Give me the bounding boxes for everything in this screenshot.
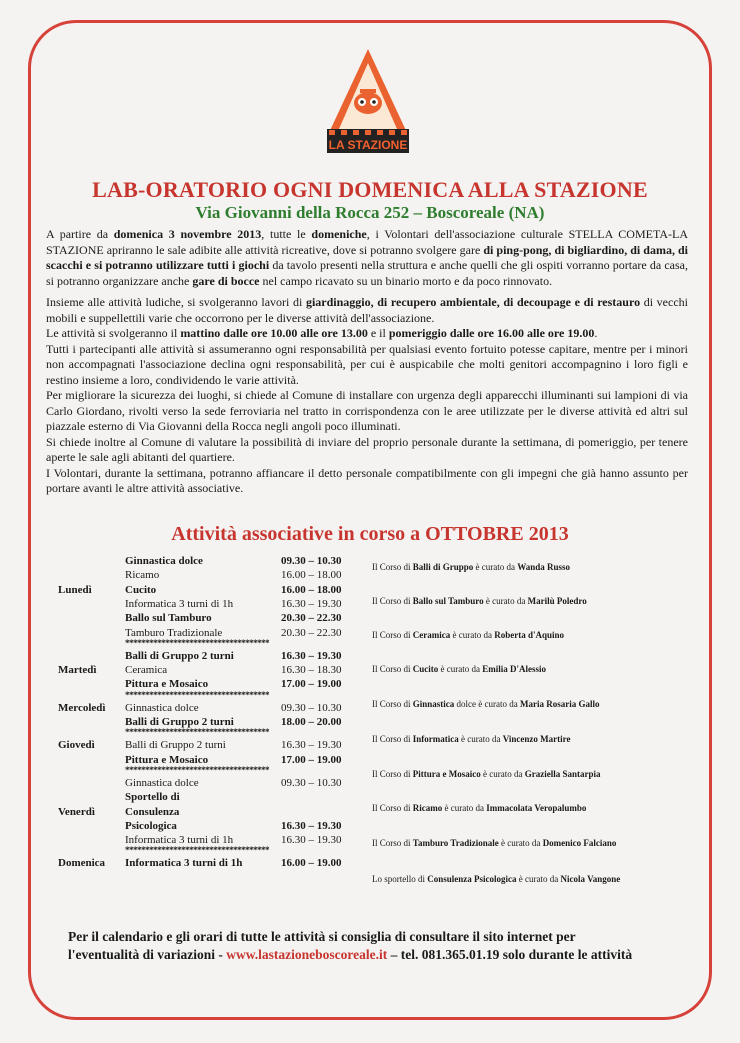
schedule-time: 16.30 – 19.30 [281,597,342,610]
intro-paragraph-4: Tutti i partecipanti alle attività si assumeranno ogni responsabilità per qualsiasi evento fortuito potesse capitare, mentre per i minori non accompagnati l'associazione declina ogni responsabilità, per cui è auspicabile che molti genitori accompagnino i loro figli e restino insieme a loro, condividendo le varie attività. [46,341,688,387]
intro-text [46,227,688,497]
schedule-activity: Sportello di [125,791,180,804]
separator-line: ************************************ [125,637,269,648]
schedule-activity: Ricamo [125,569,160,582]
schedule-activity: Ginnastica dolce [125,555,203,567]
curator-entry: Il Corso di Pittura e Mosaico è curato da Graziella Santarpia [372,769,601,779]
intro-paragraph-5: Per migliorare la sicurezza dei luoghi, si chiede al Comune di installare con urgenza degli apparecchi illuminanti sui lampioni di via Carlo Giordano, rivolti verso la sede ferroviaria nel tratto in corrispondenza con le aree utilizzate per le diverse attività ed altri sul piazzale esterno di Via Giovanni della Rocca negli angoli poco illuminati. [46,388,688,433]
schedule-activity: Ceramica [125,664,168,677]
curator-entry: Il Corso di Balli di Gruppo è curato da Wanda Russo [372,562,571,572]
intro-paragraph-3: Le attività si svolgeranno il mattino dalle ore 10.00 alle ore 13.00 e il pomeriggio dalle ore 16.00 alle ore 19.00. [46,326,598,340]
schedule-activity: Tamburo Tradizionale [125,626,223,639]
schedule-time: 09.30 – 10.30 [281,776,342,789]
schedule-time: 16.00 – 18.00 [281,569,342,582]
schedule-time: 18.00 – 20.00 [281,716,342,728]
robot-triangle-icon [323,45,413,155]
intro-paragraph-1: A partire da domenica 3 novembre 2013, tutte le domeniche, i Volontari dell'associazione culturale STELLA COMETA-LA STAZIONE apriranno le sale adibite alle attività ricreative, dove si potranno svolgere gare di ping-pong, di bigliardino, di dama, di scacchi e si potranno utilizzare tutti i giochi da tavolo presenti nella struttura e anche quelli che gli ospiti vorranno portare da casa, si potranno organizzare anche gare di bocce nel campo ricavato su un binario morto e da poco rinnovato. [46,227,688,288]
schedule-time: 16.30 – 19.30 [281,649,342,662]
schedule-time: 09.30 – 10.30 [281,555,342,567]
schedule-activity: Informatica 3 turni di 1h [125,597,234,610]
schedule-activity: Psicologica [125,819,177,832]
schedule-time: 16.30 – 18.30 [281,664,342,677]
website-link[interactable]: www.lastazioneboscoreale.it [226,947,388,962]
schedule-time: 17.00 – 19.00 [281,678,342,691]
schedule-day: Venerdì [58,805,95,818]
schedule-time: 16.00 – 19.00 [281,857,342,870]
curator-entry: Lo sportello di Consulenza Psicologica è curato da Nicola Vangone [372,874,621,884]
logo-text: LA STAZIONE [328,138,408,152]
curator-entry: Il Corso di Cucito è curato da Emilia D'Alessio [372,664,547,674]
page-border [28,20,712,1020]
intro-paragraph-6: Si chiede inoltre al Comune di valutare la possibilità di inviare del proprio personale durante la settimana, di pomeriggio, per tenere aperte le sale agli abitanti del quartiere. [46,434,688,464]
schedule-day: Giovedì [58,739,95,752]
separator-line: ************************************ [125,845,269,856]
schedule-activity: Ginnastica dolce [125,701,199,714]
intro-paragraph-7: I Volontari, durante la settimana, potranno affiancare il detto personale compatibilmente con gli impegni che già hanno assunto per portare avanti le altre attività associative. [46,465,688,495]
footer-note: Per il calendario e gli orari di tutte le attività si consiglia di consultare il sito internet per l'eventualità di variazioni - www.lastazioneboscoreale.it – tel. 081.365.01.19 solo durante le attività [68,929,633,962]
schedule-time: 09.30 – 10.30 [281,701,342,714]
schedule-activity: Informatica 3 turni di 1h [125,834,234,847]
separator-line: ************************************ [125,689,269,700]
schedule-activity: Pittura e Mosaico [125,753,209,766]
schedule-activity: Consulenza [125,805,180,818]
schedule-time: 20.30 – 22.30 [281,612,342,625]
separator-line: ************************************ [125,764,269,775]
schedule-activity: Balli di Gruppo 2 turni [125,739,226,752]
schedule-activity: Pittura e Mosaico [125,678,209,691]
schedule-activity: Ginnastica dolce [125,776,199,789]
schedule-time: 17.00 – 19.00 [281,753,342,766]
curator-entry: Il Corso di Informatica è curato da Vincenzo Martire [372,734,571,744]
schedule-activity: Balli di Gruppo 2 turni [125,716,234,728]
schedule-day: Lunedì [58,583,92,596]
schedule-activity: Balli di Gruppo 2 turni [125,649,234,662]
schedule-day: Mercoledì [58,701,106,714]
section-title: Attività associative in corso a OTTOBRE 2013 [171,523,569,545]
schedule-time: 20.30 – 22.30 [281,626,342,639]
schedule-time: 16.00 – 18.00 [281,583,342,596]
curator-entry: Il Corso di Ricamo è curato da Immacolata Veropalumbo [372,803,587,813]
schedule-activity: Cucito [125,583,157,596]
curator-entry: Il Corso di Ballo sul Tamburo è curato da Marilù Poledro [372,596,587,606]
intro-paragraph-2: Insieme alle attività ludiche, si svolgeranno lavori di giardinaggio, di recupero ambientale, di decoupage e di restauro di vecchi mobili e suppellettili varie che occorrono per le diverse attività dell'associazione. [46,295,688,325]
curator-entry: Il Corso di Tamburo Tradizionale è curato da Domenico Falciano [372,838,617,848]
schedule-time: 16.30 – 19.30 [281,819,342,832]
curator-entry: Il Corso di Ceramica è curato da Roberta d'Aquino [372,630,564,640]
schedule-time: 16.30 – 19.30 [281,834,342,847]
schedule-activity: Ballo sul Tamburo [125,612,212,625]
schedule-day: Domenica [58,857,106,870]
page-title: LAB-ORATORIO OGNI DOMENICA ALLA STAZIONE [92,177,648,202]
curator-entry: Il Corso di Ginnastica dolce è curato da Maria Rosaria Gallo [372,699,600,709]
schedule-day: Martedì [58,664,97,677]
page-subtitle: Via Giovanni della Rocca 252 – Boscoreale (NA) [195,203,545,222]
separator-line: ************************************ [125,727,269,738]
schedule-activity: Informatica 3 turni di 1h [125,857,243,870]
schedule-time: 16.30 – 19.30 [281,739,342,752]
